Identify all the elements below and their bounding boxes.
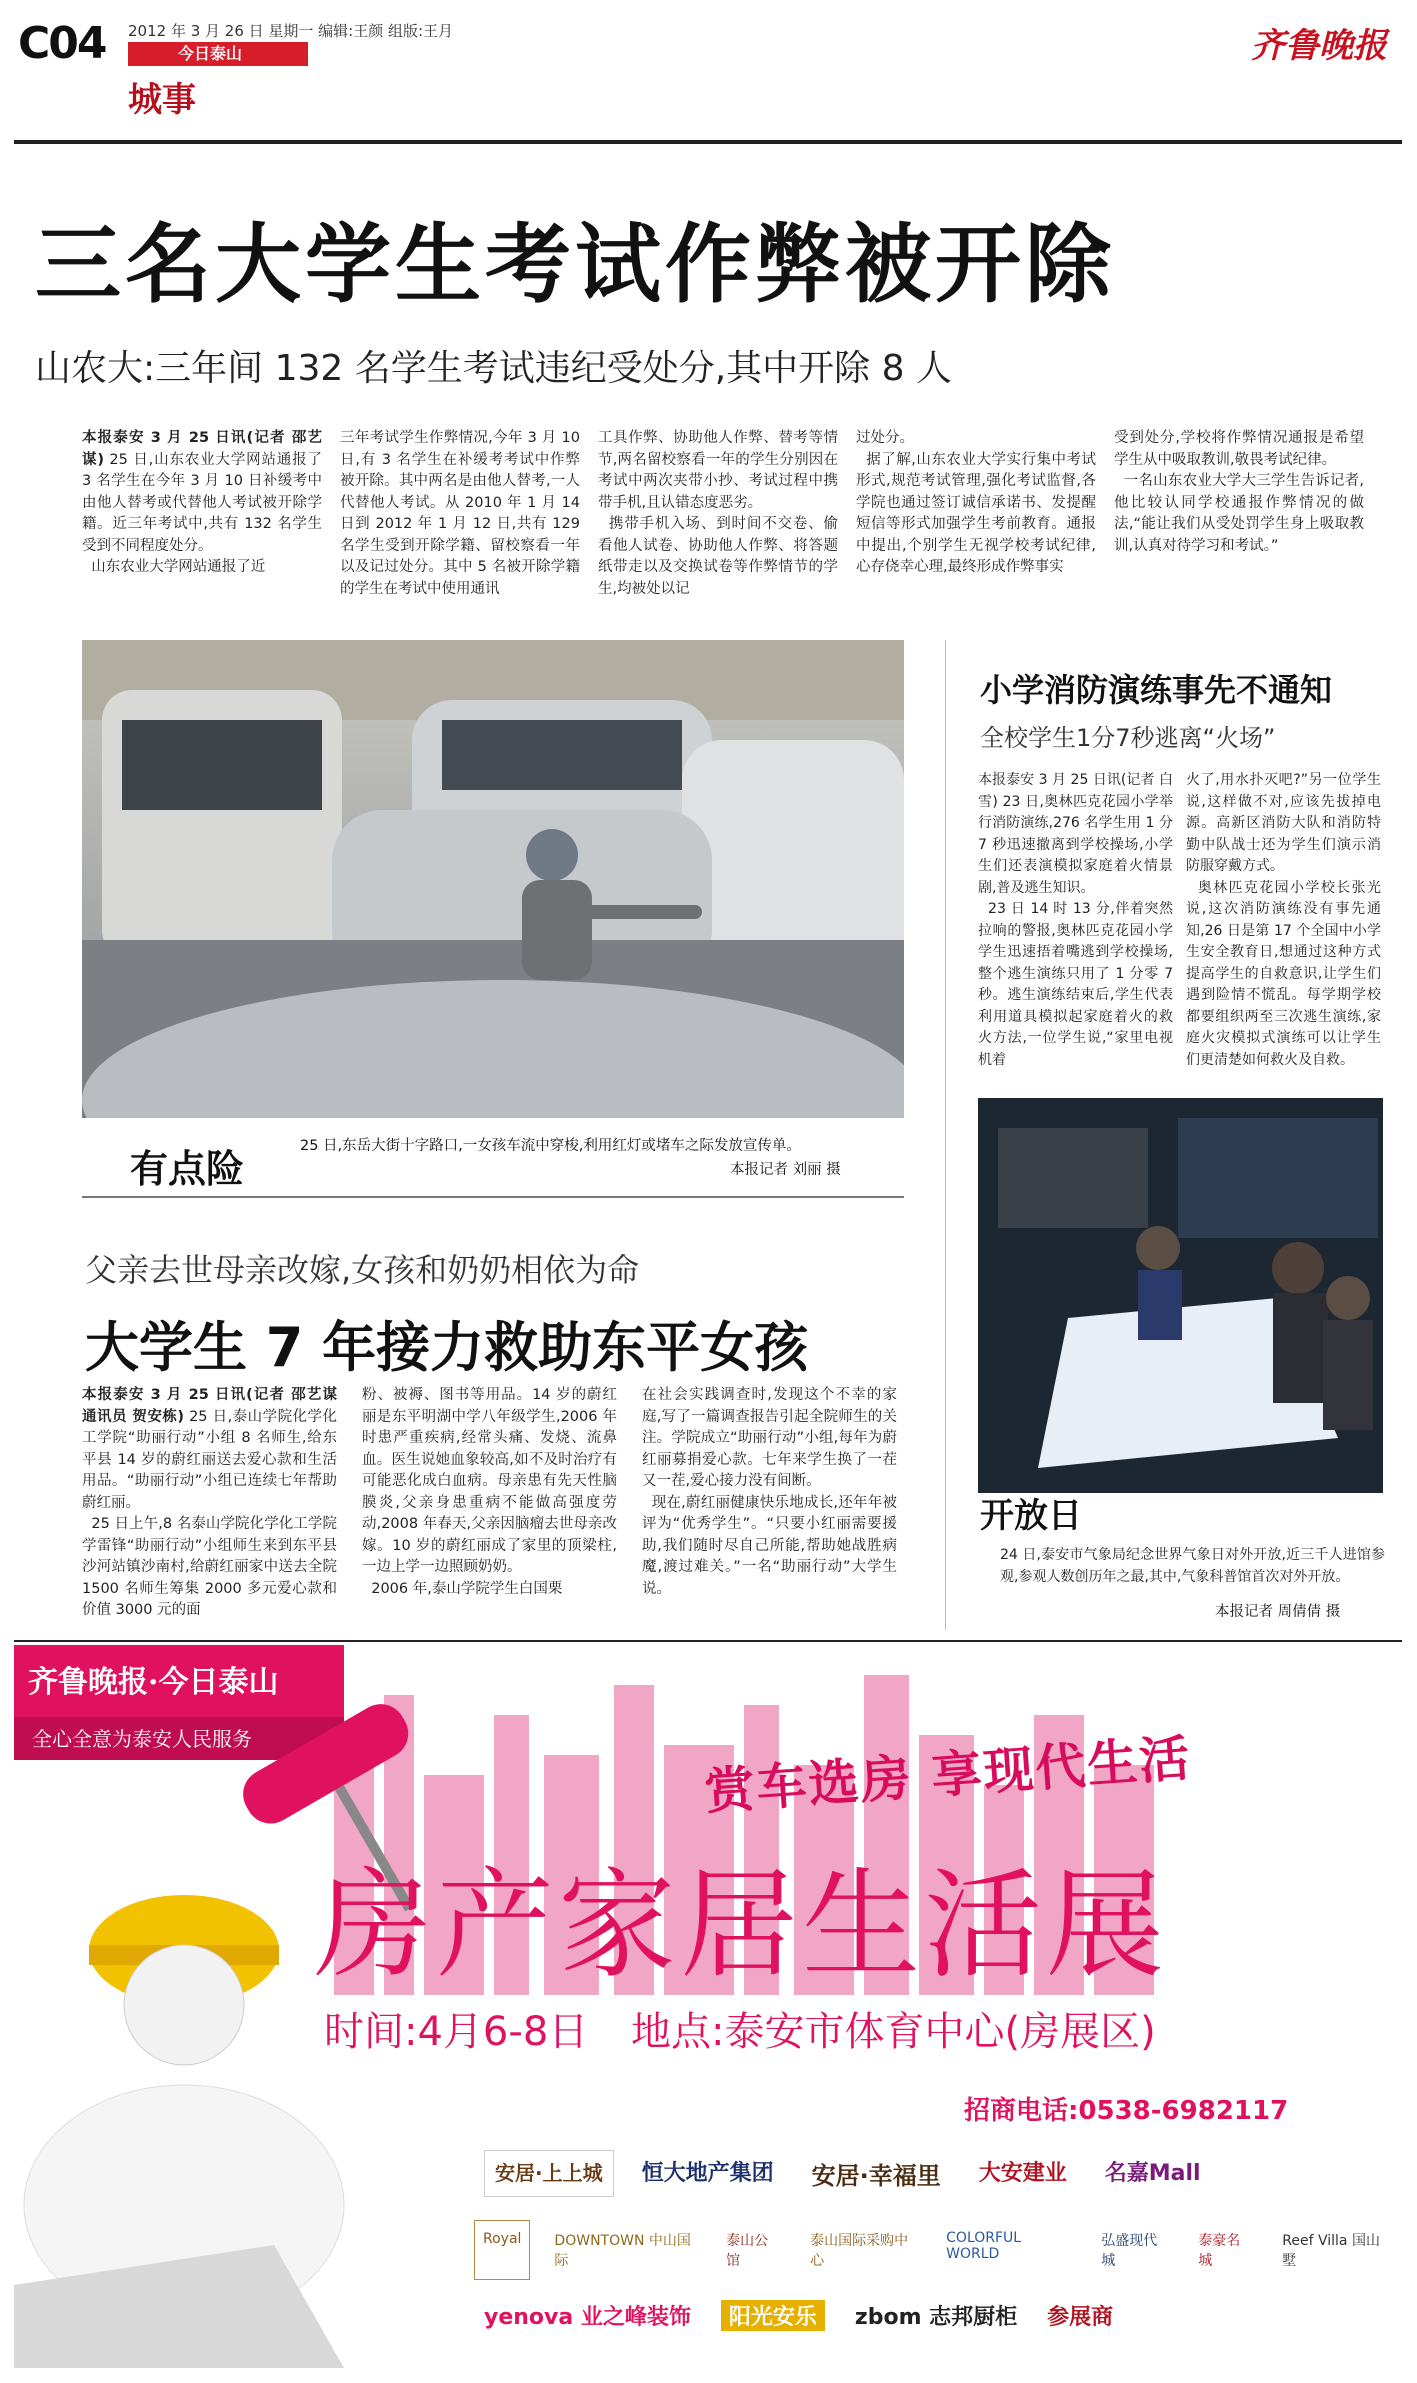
openday-text: 24 日,泰安市气象局纪念世界气象日对外开放,近三千人进馆参观,参观人数创历年之最,其中,气象科普馆首次对外开放。 — [1000, 1547, 1385, 1585]
lead-col-1-text: 25 日,山东农业大学网站通报了 3 名学生在今年 3 月 10 日补缓考中由他人替考或代替他人考试被开除学籍。近三年考试中,共有 132 名学生受到不同程度处分。 山东农业大学网站通报了近 — [82, 451, 322, 575]
lead-col-2: 三年考试学生作弊情况,今年 3 月 10 日,有 3 名学生在补缓考考试中作弊被开除。其中两名是由他人替考,一人代替他人考试。从 2010 年 1 月 14 日到 2012 年 1 月 12 日,共有 129 名学生受到开除学籍、留校察看一年以及记过处分。其中 5 名被开除学籍的学生在考试中使用通讯 — [340, 430, 585, 597]
sponsor-logo: COLORFUL WORLD — [946, 2230, 1022, 2262]
sponsor-logo: 泰豪名城 — [1198, 2233, 1241, 2269]
lead-col-4: 过处分。 据了解,山东农业大学实行集中考试形式,规范考试管理,强化考试监督,各学院也通过签订诚信承诺书、发提醒短信等形式加强学生考前教育。通报中提出,个别学生无视学校考试纪律,心存侥幸心理,最终形成作弊事实 — [856, 430, 1097, 575]
story2-col-2: 粉、被褥、图书等用品。14 岁的蔚红丽是东平明湖中学八年级学生,2006 年时患严重疾病,经常头痛、发烧、流鼻血。医生说她血象较高,如不及时治疗有可能恶化成白血病。母亲患有先天性脑膜炎,父亲身患重病不能做高强度劳动,2008 年春天,父亲因脑瘤去世母亲改嫁。10 岁的蔚红丽成了家里的顶梁柱,一边上学一边照顾奶奶。 2006 年,泰山学院学生白国栗 — [362, 1387, 617, 1597]
section-name: 城事 — [128, 80, 196, 120]
sponsor-logo: 名嘉Mall — [1104, 2161, 1201, 2186]
sponsor-logo: 安居·幸福里 — [811, 2162, 941, 2190]
drill-subhead: 全校学生1分7秒逃离“火场” — [980, 724, 1276, 752]
ad-time: 4月6-8日 — [417, 2009, 589, 2055]
ad-divider — [14, 1640, 1402, 1642]
sponsor-logo: 参展商 — [1047, 2305, 1114, 2330]
page-number: C04 — [18, 18, 106, 69]
sponsor-logo: zbom 志邦厨柜 — [854, 2305, 1018, 2330]
sponsor-logo: yenova 业之峰装饰 — [484, 2305, 691, 2330]
lead-col-3: 工具作弊、协助他人作弊、替考等情节,两名留校察看一年的学生分别因在考试中两次夹带小抄、考试过程中携带手机,且认错态度恶劣。 携带手机入场、到时间不交卷、偷看他人试卷、协助他人作弊、将答题纸带走以及交换试卷等作弊情节的学生,均被处以记 — [598, 430, 839, 597]
ad-sponsor-row-1 — [484, 2150, 1384, 2197]
lead-byline: 本报泰安 3 月 25 日讯(记者 邵艺谋) — [82, 430, 322, 468]
street-photo — [82, 640, 904, 1118]
sponsor-logo: 弘盛现代城 — [1101, 2233, 1158, 2269]
section-tag: 今日泰山 — [128, 42, 308, 66]
ad-title: 房产家居生活展 — [314, 1856, 1169, 1994]
ad-place: 泰安市体育中心(房展区) — [724, 2009, 1156, 2055]
ad-time-label: 时间: — [324, 2009, 418, 2055]
story2-col-1 — [82, 1385, 337, 1622]
top-rule — [14, 140, 1402, 144]
photo-credit: 本报记者 刘丽 摄 — [730, 1162, 841, 1178]
story2-byline: 本报泰安 3 月 25 日讯(记者 邵艺谋 通讯员 贺安栋) — [82, 1387, 337, 1425]
lead-col-1 — [82, 428, 322, 579]
ad-time-place — [324, 2000, 1156, 2057]
lead-headline: 三名大学生考试作弊被开除 — [35, 215, 1115, 315]
story2-headline: 大学生 7 年接力救助东平女孩 — [85, 1316, 809, 1379]
sponsor-logo: 大安建业 — [978, 2161, 1067, 2186]
sponsor-logo: 泰山国际采购中心 — [810, 2233, 909, 2269]
sponsor-logo: Reef Villa 国山墅 — [1282, 2233, 1380, 2269]
ad-sponsor-row-3 — [484, 2300, 1384, 2331]
ad-brand: 齐鲁晚报·今日泰山 — [28, 1665, 279, 1700]
column-divider — [945, 640, 946, 1630]
sponsor-logo: DOWNTOWN 中山国际 — [554, 2233, 691, 2269]
sponsor-logo: 安居·上上城 — [484, 2150, 614, 2197]
real-estate-ad — [14, 1645, 1402, 2368]
drill-col-1: 本报泰安 3 月 25 日讯(记者 白雪) 23 日,奥林匹克花园小学举行消防演练,276 名学生用 1 分 7 秒迅速撤离到学校操场,小学生们还表演模拟家庭着火情景剧,普及逃生知识。 23 日 14 时 13 分,伴着突然拉响的警报,奥林匹克花园小学学生迅速捂着嘴逃到学校操场,整个逃生演练只用了 1 分零 7 秒。逃生演练结束后,学生代表利用道具模拟起家庭着火的救火方法,一位学生说,“家里电视机着 — [978, 772, 1173, 1068]
lead-subhead: 山农大:三年间 132 名学生考试违纪受处分,其中开除 8 人 — [35, 348, 952, 389]
sponsor-logo: 恒大地产集团 — [641, 2161, 774, 2186]
sponsor-logo: 阳光安乐 — [721, 2300, 825, 2331]
issue-meta: 2012 年 3 月 26 日 星期一 编辑:王颜 组版:王月 — [128, 22, 454, 40]
lead-col-5: 受到处分,学校将作弊情况通报是希望学生从中吸取教训,敬畏考试纪律。 一名山东农业大学大三学生告诉记者,他比较认同学校通报作弊情况的做法,“能让我们从受处罚学生身上吸取教训,认真对待学习和考试。” — [1114, 430, 1365, 554]
photo-caption-text: 25 日,东岳大街十字路口,一女孩车流中穿梭,利用红灯或堵车之际发放宣传单。 — [300, 1138, 801, 1154]
drill-headline: 小学消防演练事先不通知 — [980, 671, 1333, 709]
ad-phone: 招商电话:0538-6982117 — [964, 2096, 1289, 2126]
story2-col-1-text: 25 日,泰山学院化学化工学院“助丽行动”小组 8 名师生,给东平县 14 岁的蔚红丽送去爱心款和生活用品。“助丽行动”小组已连续七年帮助蔚红丽。 25 日上午,8 名泰山学院化学化工学院学雷锋“助丽行动”小组师生来到东平县沙河站镇沙南村,给蔚红丽家中送去全院 1500 名师生筹集 2000 多元爱心款和价值 3000 元的面 — [82, 1408, 337, 1618]
photo-caption-title: 有点险 — [130, 1147, 245, 1191]
ad-tagline: 赏车选房 享现代生活 — [702, 1729, 1194, 1821]
museum-photo — [978, 1098, 1383, 1493]
ad-place-label: 地点: — [630, 2009, 725, 2055]
story2-col-3: 在社会实践调查时,发现这个不幸的家庭,写了一篇调查报告引起全院师生的关注。学院成立“助丽行动”小组,每年为蔚红丽募捐爱心款。七年来学生换了一茬又一茬,爱心接力没有间断。 现在,蔚红丽健康快乐地成长,还年年被评为“优秀学生”。“只要小红丽需要援助,我们随时尽自己所能,帮助她战胜病魔,渡过难关。”一名“助丽行动”大学生说。 — [642, 1387, 898, 1597]
ad-sponsor-row-2 — [474, 2220, 1394, 2280]
drill-col-2: 火了,用水扑灭吧?”另一位学生说,这样做不对,应该先拔掉电源。高新区消防大队和消防特勤中队战士还为学生们演示消防服穿戴方式。 奥林匹克花园小学校长张光说,这次消防演练没有事先通知,26 日是第 17 个全国中小学生安全教育日,想通过这种方式提高学生的自救意识,让学生们遇到险情不慌乱。每学期学校都要组织两至三次逃生演练,家庭火灾模拟式演练可以让学生们更清楚如何救火及自救。 — [1186, 772, 1381, 1068]
openday-credit: 本报记者 周倩倩 摄 — [1215, 1604, 1341, 1620]
sponsor-logo: Royal — [474, 2220, 530, 2280]
sponsor-logo: 泰山公馆 — [726, 2233, 769, 2269]
ad-slogan: 全心全意为泰安人民服务 — [32, 1727, 252, 1751]
story2-kicker: 父亲去世母亲改嫁,女孩和奶奶相依为命 — [85, 1251, 640, 1289]
masthead-logo: 齐鲁晚报 — [1251, 26, 1387, 66]
openday-title: 开放日 — [980, 1496, 1082, 1536]
